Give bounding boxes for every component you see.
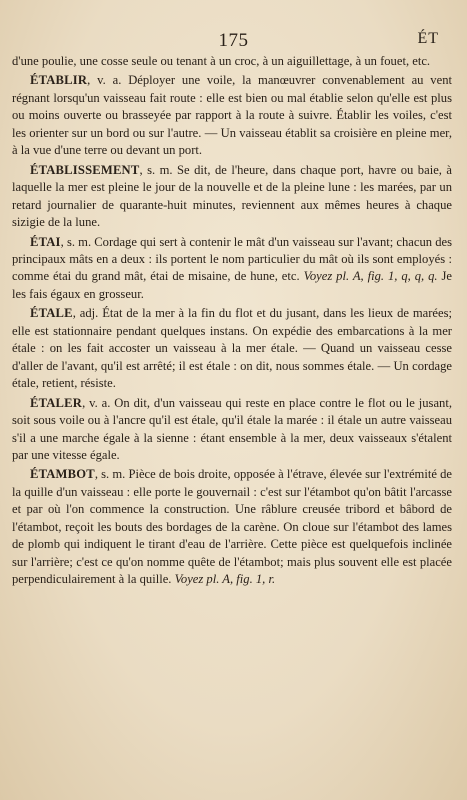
continuation-paragraph — [12, 53, 452, 70]
headword: ÉTABLIR — [30, 73, 88, 88]
page-number: 175 — [218, 30, 249, 51]
headword: ÉTAMBOT — [30, 467, 95, 482]
entry-definition: , s. m. Se dit, de l'heure, dans chaque port, havre ou baie, à laquelle la mer est pleine le jour de la nouvelle et de la pleine lune : les marées, par un retard journalier de quarante-huit minutes, reviennent aux mêmes heures à chaque sizigie de la lune. — [12, 162, 452, 230]
running-head: ÉT — [417, 30, 439, 47]
continuation-text: d'une poulie, une cosse seule ou tenant à un croc, à un aiguillettage, à un fouet, etc. — [12, 54, 431, 68]
entry-etai — [12, 234, 452, 304]
entry-etablir — [12, 72, 452, 159]
entry-etablissement — [12, 162, 452, 232]
headword: ÉTAI — [30, 234, 61, 249]
headword: ÉTABLISSEMENT — [30, 162, 140, 177]
dictionary-text — [12, 53, 452, 591]
plate-reference: Voyez pl. A, fig. 1, r. — [174, 572, 276, 587]
entry-definition-tail: Je les fais égaux en grosseur. — [12, 269, 453, 301]
plate-reference: Voyez pl. A, fig. 1, q, q, q. — [303, 269, 438, 284]
entry-etale — [12, 305, 452, 392]
page-header — [18, 30, 449, 50]
entry-etaler — [12, 395, 452, 465]
entry-definition: , v. a. On dit, d'un vaisseau qui reste en place contre le flot ou le jusant, soit sous voile ou à l'ancre qu'il est étale, qu'il étale la marée : il étale un autre vaisseau s'il a une marche égale à la sienne : étant ensemble à la mer, deux vaisseaux s'étalent par une vitesse égale. — [12, 395, 452, 462]
headword: ÉTALE — [30, 306, 73, 321]
headword: ÉTALER — [30, 395, 83, 410]
entry-definition: , v. a. Déployer une voile, la manœuvrer convenablement au vent régnant lorsqu'un vaisseau fait route : elle est bien ou mal établie selon qu'elle est plus ou moins ouverte ou brasseyée par rapport à la route à suivre. Établir les voiles, c'est les orienter sur un bord ou sur l'autre. — Un vaisseau établit sa croisière en pleine mer, à la vue d'une terre ou devant un port. — [12, 73, 452, 158]
entry-definition: , s. m. Pièce de bois droite, opposée à l'étrave, élevée sur l'extrémité de la quille d'un vaisseau : elle porte le gouvernail : c'est sur l'étambot qu'on bâtit l'arcasse et par où l'on commence la construction. Une râblure creusée tribord et bâbord de l'étambot, reçoit les bouts des bordages de la carène. On cloue sur l'étambot des lames de plomb qui indiquent le tirant d'eau de l'arrière. Cette pièce est quelquefois inclinée sur l'arrière; c'est ce qu'on nomme quête de l'étambot; mais plus souvent elle est placée perpendiculairement à la quille. — [12, 467, 452, 587]
entry-etambot — [12, 466, 452, 588]
entry-definition: , s. m. Cordage qui sert à contenir le mât d'un vaisseau sur l'avant; chacun des principaux mâts en a deux : ils portent le nom particulier du mât où ils sont employés : comme étai du grand mât, étai de misaine, de hune, etc. — [12, 234, 453, 284]
entry-definition: , adj. État de la mer à la fin du flot et du jusant, dans les lieux de marées; elle est stationnaire pendant quelques instans. On expédie des embarcations à la mer étale : on les fait accoster un vaisseau à la mer étale. — Quand un vaisseau cesse d'aller de l'avant, qu'il est arrêté; il est étale : on dit, nous sommes étale. — Un cordage étale, retient, résiste. — [12, 306, 452, 391]
